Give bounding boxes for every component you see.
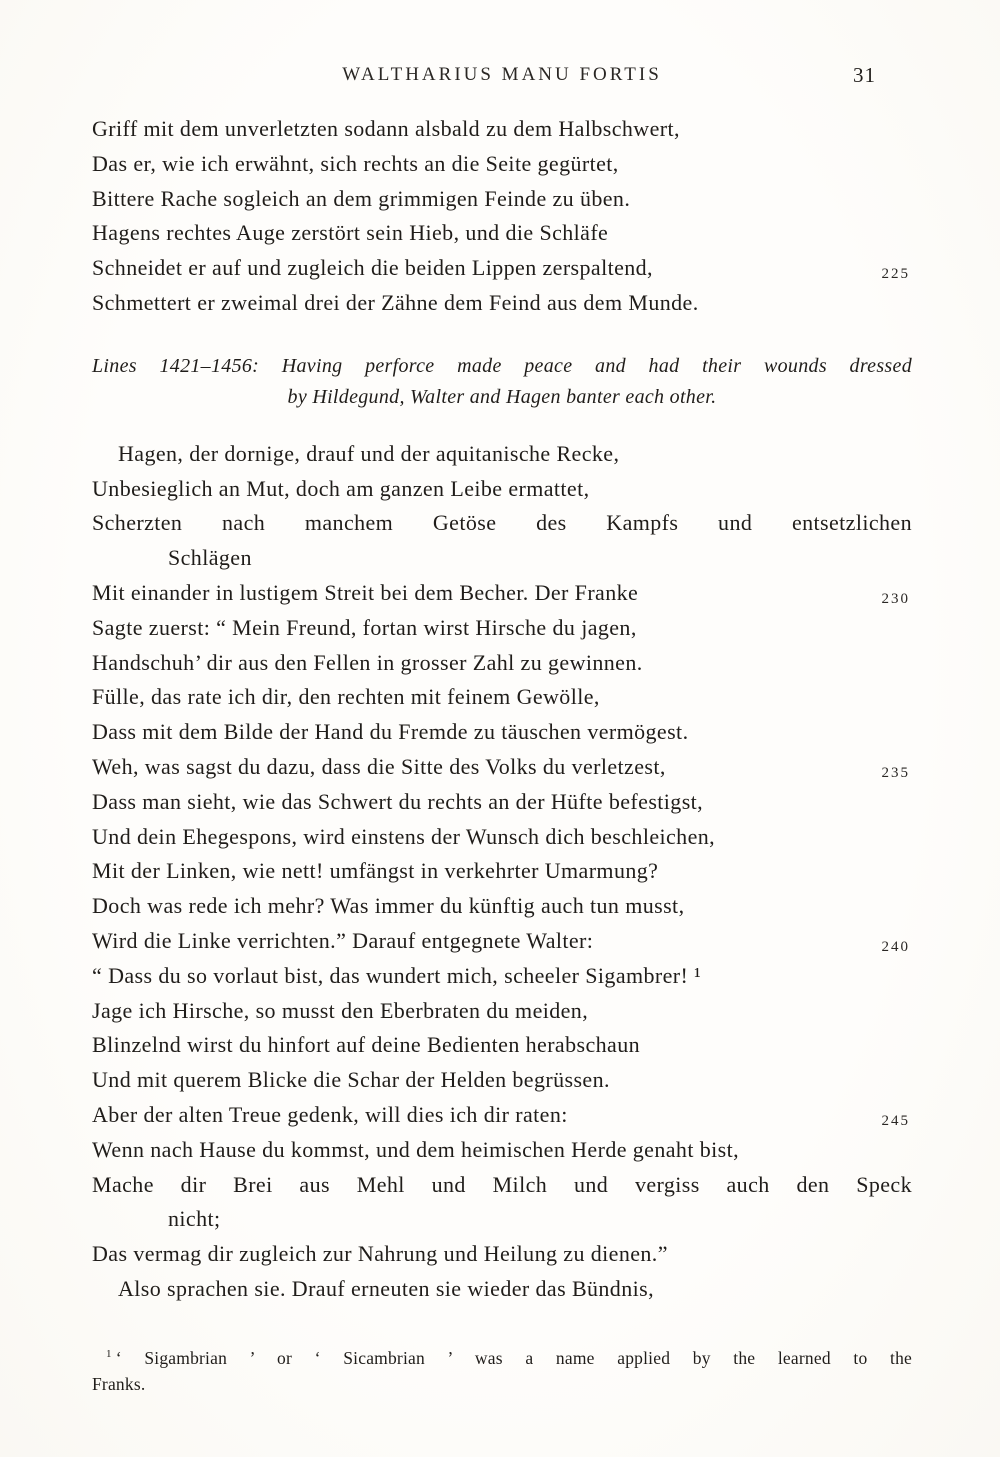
section-note-line-1: Lines 1421–1456: Having perforce made peace and had their wounds dressed <box>92 354 912 377</box>
footnote-line-2: Franks. <box>92 1373 146 1394</box>
verse-line <box>92 147 912 182</box>
verse-line-number: 235 <box>881 764 910 781</box>
verse-line <box>92 286 912 321</box>
verse-line <box>92 994 912 1029</box>
section-note <box>92 351 912 413</box>
verse-line-text: Hagens rechtes Auge zerstört sein Hieb, und die Schläfe <box>92 220 609 246</box>
verse-line-text: Mit einander in lustigem Streit bei dem Becher. Der Franke <box>92 579 639 605</box>
verse-line-text: Mache dir Brei aus Mehl und Milch und vergiss auch den Speck <box>92 1171 912 1197</box>
verse-line <box>92 1028 912 1063</box>
verse-line <box>92 854 912 889</box>
verse-line-text: Wird die Linke verrichten.” Darauf entgegnete Walter: <box>92 927 594 953</box>
footnote-text: ‘ Sigambrian ’ or ‘ Sicambrian ’ was a name applied by the learned to the <box>115 1347 912 1368</box>
verse-line-text: Handschuh’ dir aus den Fellen in grosser Zahl zu gewinnen. <box>92 649 643 675</box>
verse-line <box>92 924 912 959</box>
verse-line-text: Fülle, das rate ich dir, den rechten mit feinem Gewölle, <box>92 684 600 710</box>
verse-line <box>92 1063 912 1098</box>
verse-line <box>92 1098 912 1133</box>
verse-line-text: Und mit querem Blicke die Schar der Helden begrüssen. <box>92 1067 610 1093</box>
verse-line-text: Hagen, der dornige, drauf und der aquitanische Recke, <box>118 440 620 466</box>
verse-line <box>92 1168 912 1203</box>
verse-line-text: Aber der alten Treue gedenk, will dies ich dir raten: <box>92 1101 568 1127</box>
verse-line-number: 225 <box>881 266 910 283</box>
verse-line <box>92 646 912 681</box>
running-title: WALTHARIUS MANU FORTIS <box>342 64 662 85</box>
verse-block-2 <box>92 437 912 1307</box>
footnote-marker: 1 <box>106 1347 112 1360</box>
verse-line-text: Weh, was sagst du dazu, dass die Sitte des Volks du verletzest, <box>92 753 666 779</box>
section-note-line-2: by Hildegund, Walter and Hagen banter each other. <box>287 385 717 408</box>
verse-line <box>92 680 912 715</box>
verse-line <box>92 750 912 785</box>
verse-line <box>92 889 912 924</box>
verse-line-text: Scherzten nach manchem Getöse des Kampfs und entsetzlichen <box>92 510 912 536</box>
footnote <box>92 1341 912 1397</box>
footnote-line-1 <box>92 1341 912 1371</box>
verse-line <box>92 576 912 611</box>
verse-line <box>92 1133 912 1168</box>
verse-line-text: Schneidet er auf und zugleich die beiden Lippen zerspaltend, <box>92 255 653 281</box>
verse-line <box>92 820 912 855</box>
verse-line-text: Das vermag dir zugleich zur Nahrung und Heilung zu dienen.” <box>92 1241 668 1267</box>
verse-line-text: Sagte zuerst: “ Mein Freund, fortan wirst Hirsche du jagen, <box>92 614 637 640</box>
verse-line-text: Dass mit dem Bilde der Hand du Fremde zu täuschen vermögest. <box>92 719 689 745</box>
verse-line-text: Schlägen <box>168 545 252 571</box>
verse-line-text: Unbesieglich an Mut, doch am ganzen Leibe ermattet, <box>92 475 590 501</box>
verse-line <box>92 112 912 147</box>
verse-line-text: Bittere Rache sogleich an dem grimmigen Feinde zu üben. <box>92 185 631 211</box>
verse-line-number: 240 <box>881 938 910 955</box>
verse-line-number: 245 <box>881 1112 910 1129</box>
verse-line-text: Also sprachen sie. Drauf erneuten sie wieder das Bündnis, <box>118 1275 654 1301</box>
verse-line <box>92 182 912 217</box>
verse-line <box>92 1272 912 1307</box>
verse-line-text: “ Dass du so vorlaut bist, das wundert mich, scheeler Sigambrer! ¹ <box>92 962 702 988</box>
verse-line <box>92 785 912 820</box>
verse-line <box>92 506 912 541</box>
verse-line <box>92 611 912 646</box>
verse-line-text: Blinzelnd wirst du hinfort auf deine Bedienten herabschaun <box>92 1032 640 1058</box>
verse-line <box>92 959 912 994</box>
verse-line-text: Dass man sieht, wie das Schwert du rechts an der Hüfte befestigst, <box>92 788 704 814</box>
verse-line <box>92 1202 912 1237</box>
verse-line-text: Wenn nach Hause du kommst, und dem heimischen Herde genaht bist, <box>92 1136 740 1162</box>
verse-line <box>92 541 912 576</box>
verse-line-text: nicht; <box>168 1206 221 1232</box>
verse-block-1 <box>92 112 912 321</box>
verse-line-text: Jage ich Hirsche, so musst den Eberbraten du meiden, <box>92 997 589 1023</box>
verse-line-text: Und dein Ehegespons, wird einstens der Wunsch dich beschleichen, <box>92 823 716 849</box>
verse-line <box>92 472 912 507</box>
verse-line <box>92 1237 912 1272</box>
verse-line <box>92 216 912 251</box>
verse-line-text: Schmettert er zweimal drei der Zähne dem Feind aus dem Munde. <box>92 289 699 315</box>
verse-line <box>92 715 912 750</box>
page-number: 31 <box>853 63 876 87</box>
verse-line-text: Das er, wie ich erwähnt, sich rechts an die Seite gegürtet, <box>92 150 619 176</box>
page-header <box>92 64 912 90</box>
verse-line <box>92 251 912 286</box>
verse-line-text: Griff mit dem unverletzten sodann alsbald zu dem Halbschwert, <box>92 116 680 141</box>
verse-line-text: Mit der Linken, wie nett! umfängst in verkehrter Umarmung? <box>92 858 659 884</box>
verse-line-number: 230 <box>881 590 910 607</box>
verse-line-text: Doch was rede ich mehr? Was immer du künftig auch tun musst, <box>92 893 685 919</box>
verse-line <box>92 437 912 472</box>
